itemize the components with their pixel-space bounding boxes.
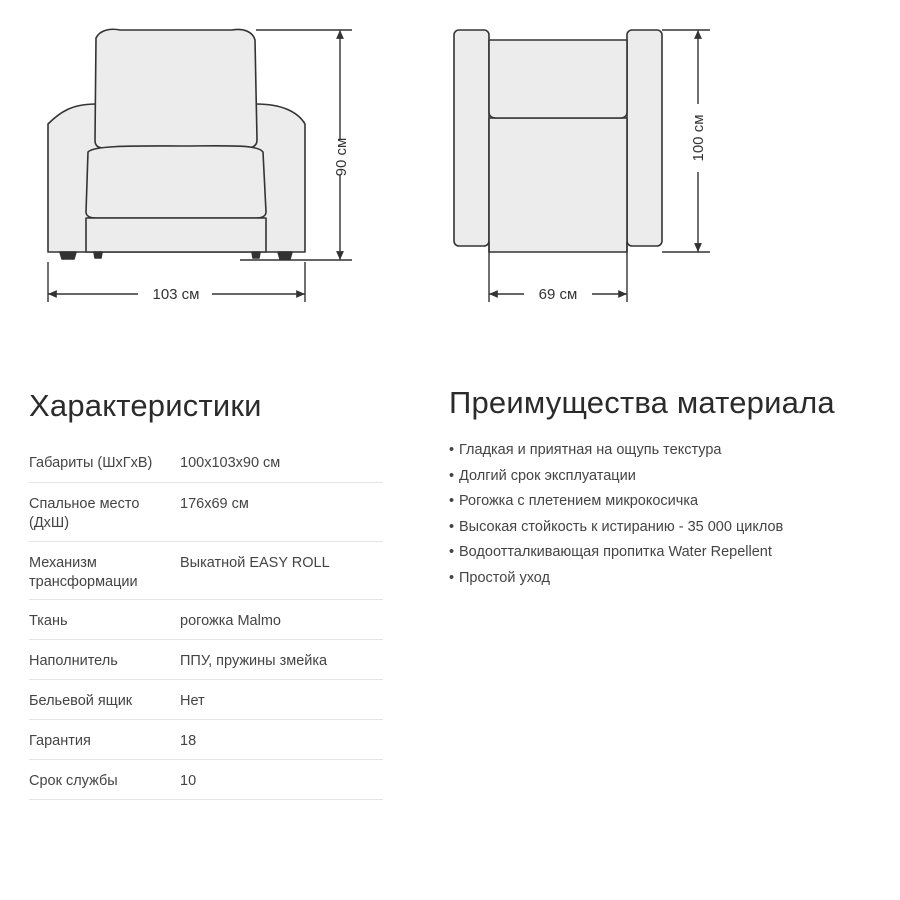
spec-row bbox=[29, 760, 383, 800]
list-item bbox=[449, 491, 783, 517]
spec-key: Спальное место (ДхШ) bbox=[29, 496, 140, 531]
bullet-icon: • bbox=[449, 467, 455, 484]
front-width-label: 103 см bbox=[152, 286, 200, 303]
benefits-title: Преимущества материала bbox=[449, 385, 835, 420]
spec-key: Механизм трансформации bbox=[29, 555, 138, 590]
armchair-front-panel bbox=[86, 218, 266, 252]
spec-key: Ткань bbox=[29, 613, 68, 629]
spec-row bbox=[29, 680, 383, 720]
armchair-right-foot bbox=[94, 252, 102, 258]
spec-row bbox=[29, 483, 383, 542]
spec-value: 18 bbox=[180, 733, 197, 749]
top-left-armrest bbox=[454, 30, 489, 246]
bullet-icon: • bbox=[449, 569, 455, 586]
spec-row bbox=[29, 720, 383, 760]
armchair-left-foot bbox=[60, 252, 76, 259]
spec-value: Нет bbox=[180, 693, 205, 709]
benefit-text: Водоотталкивающая пропитка Water Repellent bbox=[459, 544, 772, 560]
spec-value: Выкатной EASY ROLL bbox=[180, 555, 330, 571]
benefit-text: Простой уход bbox=[459, 569, 551, 586]
spec-value: 10 bbox=[180, 773, 197, 789]
spec-key: Срок службы bbox=[29, 773, 118, 789]
bullet-icon: • bbox=[449, 442, 455, 458]
bullet-icon: • bbox=[449, 518, 455, 535]
top-width-label: 69 см bbox=[538, 286, 578, 303]
bullet-icon: • bbox=[449, 493, 455, 509]
spec-value: рогожка Malmo bbox=[180, 613, 281, 629]
spec-key: Наполнитель bbox=[29, 653, 118, 669]
list-item bbox=[449, 440, 783, 466]
spec-key: Бельевой ящик bbox=[29, 693, 133, 709]
front-height-label: 90 см bbox=[333, 137, 350, 177]
spec-value: ППУ, пружины змейка bbox=[180, 653, 328, 669]
armchair-front-view bbox=[48, 29, 305, 259]
top-right-armrest bbox=[627, 30, 662, 246]
spec-row bbox=[29, 640, 383, 680]
benefit-text: Гладкая и приятная на ощупь текстура bbox=[459, 442, 722, 458]
spec-value: 176х69 см bbox=[180, 496, 249, 512]
list-item bbox=[449, 542, 783, 568]
list-item bbox=[449, 466, 783, 492]
top-backrest bbox=[489, 40, 627, 118]
specs-table bbox=[29, 442, 383, 800]
armchair-top-view bbox=[454, 30, 662, 252]
armchair-backrest bbox=[95, 29, 257, 148]
armchair-seat-cushion bbox=[86, 146, 266, 218]
list-item bbox=[449, 568, 783, 594]
benefit-text: Рогожка с плетением микрокосичка bbox=[459, 493, 699, 509]
bullet-icon: • bbox=[449, 544, 455, 560]
spec-row bbox=[29, 542, 383, 600]
armchair-rear-foot-2 bbox=[278, 252, 292, 259]
top-seat bbox=[489, 118, 627, 252]
benefit-text: Высокая стойкость к истиранию - 35 000 циклов bbox=[459, 518, 784, 535]
dimension-drawings bbox=[0, 0, 900, 340]
spec-key: Гарантия bbox=[29, 733, 91, 749]
benefits-list bbox=[449, 440, 783, 593]
spec-row bbox=[29, 442, 383, 483]
benefit-text: Долгий срок эксплуатации bbox=[459, 467, 636, 484]
spec-value: 100х103х90 см bbox=[180, 455, 281, 471]
list-item bbox=[449, 517, 783, 543]
spec-row bbox=[29, 600, 383, 640]
specs-title: Характеристики bbox=[29, 388, 262, 423]
top-depth-label: 100 см bbox=[690, 114, 707, 162]
spec-key: Габариты (ШхГхВ) bbox=[29, 455, 153, 471]
armchair-rear-foot bbox=[252, 252, 260, 258]
